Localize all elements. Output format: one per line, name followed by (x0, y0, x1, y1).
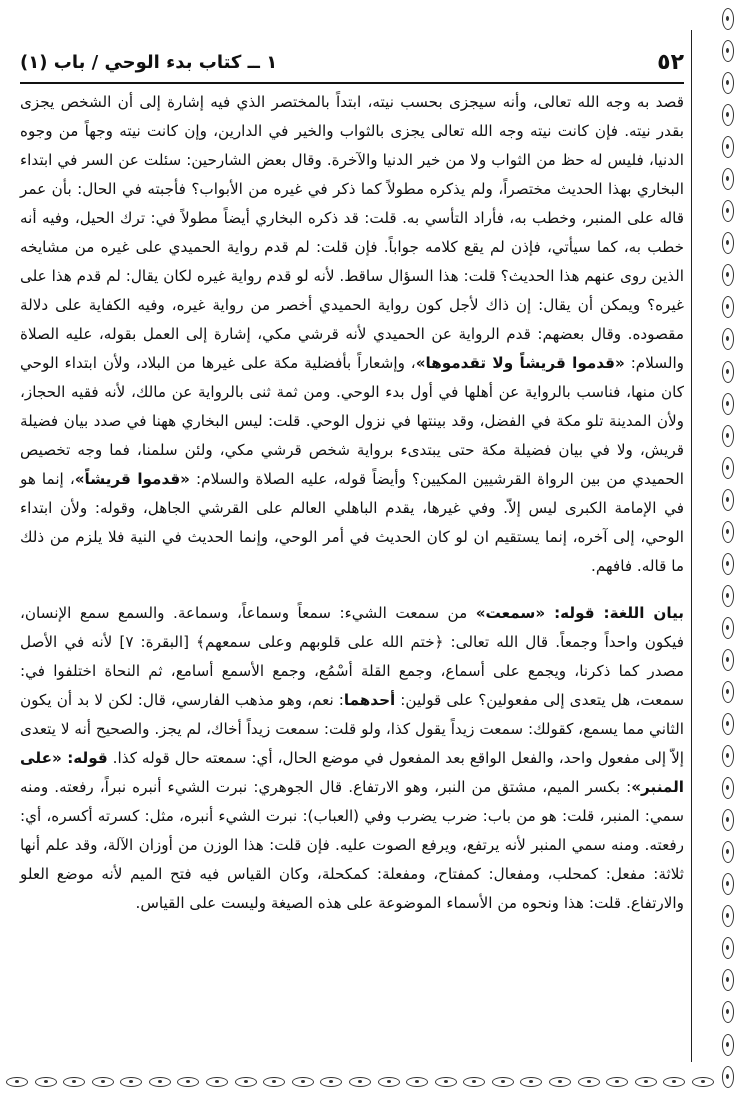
text-run: : بكسر الميم، مشتق من النبر، وهو الارتفاع. قال الجوهري: نبرت الشيء أنبره نبراً، رفعته. ومنه سمي: المنبر، قلت: هو من باب: ضرب يضرب وفي (العباب): نبرت الشيء أنبره، مثل: كسرته أكسره، أي: رفعته. ومنه سمي المنبر لأنه يرتفع، ويرفع الصوت عليه. فإن قلت: هذا الوزن من أوزان الآلة، وقد علم أنها ثلاثة: مفعل: كمحلب، ومفعال: كمفتاح، ومفعلة: كمكحلة، وكان القياس فيه فتح الميم لأنه موضع العلو والارتفاع. قلت: هذا ونحوه من الأسماء الموضوعة على هذه الصيغة وليست على القياس. (20, 778, 684, 912)
text-run: ، إنما هو في الإمامة الكبرى ليس إلاّ. وفي غيرها، يقدم الباهلي العالم على القرشي الجاهل، وقوله: ولأن ابتداء الوحي، إلى آخره، إنما يستقيم ان لو كان الحديث في أمر الوحي، وإنما الحديث في النية فلا يلزم من ذلك ما قاله. فافهم. (20, 470, 684, 575)
ornament-icon (722, 264, 734, 286)
paragraph-gap (20, 581, 684, 599)
ornament-icon (722, 681, 734, 703)
ornament-icon (722, 585, 734, 607)
ornament-icon (549, 1077, 571, 1087)
text-run: ، وإشعاراً بأفضلية مكة على غيرها من البلاد، ولأن ابتداء الوحي كان منها، فناسب بالرواية عن أهلها في أول بدء الوحي. ومن ثمة ثنى بالرواية عن مالك، لأنه فقيه الحجاز، ولأن المدينة تلو مكة في الفضل، وقد بينتها في نزول الوحي. قلت: ليس البخاري ههنا في صدد بيان فضيلة قريش، ولا في بيان فضيلة مكة حتى يبتدىء برواية شخص قرشي مكي، ولئن سلمنا، فما وجه تخصيص الحميدي من بين الرواة القرشيين المكيين؟ وأيضاً قوله، عليه الصلاة والسلام: (20, 354, 684, 488)
term-heading: أحدهما (343, 691, 396, 709)
ornament-icon (263, 1077, 285, 1087)
ornament-icon (292, 1077, 314, 1087)
ornament-icon (663, 1077, 685, 1087)
ornament-icon (722, 1066, 734, 1088)
text-run: من سمعت الشيء: سمعاً وسماعاً، وسماعة. والسمع سمع الإنسان، فيكون واحداً وجمعاً. قال الله تعالى: ﴿ختم الله على قلوبهم وعلى سمعهم﴾ [البقرة: ٧] لأنه في الأصل مصدر كما ذكرنا، ويجمع على أسماع، وجمع القلة أسْمُع، وجمع الأسمع أسامع، ثم النحاة اختلفوا في: سمعت، هل يتعدى إلى مفعولين؟ على قولين: (20, 604, 685, 709)
ornament-icon (722, 40, 734, 62)
ornament-icon (35, 1077, 57, 1087)
ornament-icon (722, 72, 734, 94)
text-run: قصد به وجه الله تعالى، وأنه سيجزى بحسب نيته، ابتداً بالمختصر الذي فيه إشارة إلى أن الشخص يجزى بقدر نيته. فإن كانت نيته وجه الله تعالى يجزى بالثواب والخير في الدارين، وإن كانت نيته وجهاً من وجوه الدنيا، فليس له حظ من الثواب ولا من خير الدنيا والآخرة. وقال بعض الشارحين: سئلت عن السر في ابتداء البخاري بهذا الحديث مختصراً، ولم يذكره مطولاً كما ذكر في غيره من الأبواب؟ فأجبته في الحال: بأن عمر قاله على المنبر، وخطب به، فأراد التأسي به. قلت: قد ذكره البخاري أيضاً مطولاً في: ترك الحيل، وفيه أنه خطب به، كما سيأتي، فإذن لم يقع كلامه جواباً. فإن قلت: لم قدم رواية الحميدي على غيره من مشايخه الذين روى عنهم هذا الحديث؟ قلت: هذا السؤال ساقط. لأنه لو قدم رواية غيره لكان يقال: لم قدم هذا على غيره؟ ويمكن أن يقال: إن ذاك لأجل كون رواية الحميدي أخصر من رواية غيره، وفيه الكفاية على دلالة مقصوده. وقال بعضهم: قدم الرواية عن الحميدي لأنه قرشي مكي، إشارة إلى العمل بقوله، عليه الصلاة والسلام: (20, 93, 684, 372)
ornament-icon (349, 1077, 371, 1087)
ornament-icon (722, 232, 734, 254)
ornament-icon (722, 777, 734, 799)
paragraph (20, 88, 684, 581)
ornament-icon (463, 1077, 485, 1087)
ornament-icon (722, 104, 734, 126)
ornament-icon (722, 745, 734, 767)
ornamental-border-right (706, 8, 750, 1088)
ornament-icon (722, 361, 734, 383)
ornament-icon (722, 136, 734, 158)
frame-line (691, 30, 692, 1062)
ornament-icon (722, 8, 734, 30)
ornament-icon (492, 1077, 514, 1087)
ornament-icon (235, 1077, 257, 1087)
ornament-icon (722, 937, 734, 959)
ornament-icon (722, 168, 734, 190)
ornament-icon (406, 1077, 428, 1087)
ornament-icon (206, 1077, 228, 1087)
ornament-icon (120, 1077, 142, 1087)
ornament-icon (722, 713, 734, 735)
ornament-icon (722, 328, 734, 350)
ornament-icon (722, 425, 734, 447)
ornament-icon (92, 1077, 114, 1087)
page-number: ٥٢ (657, 49, 684, 75)
ornament-icon (578, 1077, 600, 1087)
ornament-icon (635, 1077, 657, 1087)
ornament-icon (722, 617, 734, 639)
ornament-icon (177, 1077, 199, 1087)
ornament-icon (6, 1077, 28, 1087)
ornament-icon (722, 649, 734, 671)
ornament-icon (722, 1034, 734, 1056)
ornament-icon (722, 1001, 734, 1023)
text-run: : نعم، وهو مذهب الفارسي، قال: لكن لا بد أن يكون الثاني مما يسمع، كقولك: سمعت زيداً يقول كذا، ولو قلت: سمعت زيداً أخاك، لم يجز. والصحيح أنه لا يتعدى إلاّ إلى مفعول واحد، والفعل الواقع بعد المفعول في موضع الحال، أي: سمعته حال قوله كذا. (20, 691, 684, 767)
paragraph (20, 599, 684, 918)
ornament-icon (722, 200, 734, 222)
ornament-icon (722, 969, 734, 991)
hadith-quote: «قدموا قريشاً» (74, 470, 190, 488)
ornament-icon (722, 296, 734, 318)
ornament-icon (63, 1077, 85, 1087)
ornament-icon (692, 1077, 714, 1087)
ornament-icon (722, 873, 734, 895)
ornament-icon (320, 1077, 342, 1087)
term-heading: قوله: «على المنبر» (20, 749, 684, 796)
ornament-icon (520, 1077, 542, 1087)
ornamental-border-bottom (6, 1074, 714, 1090)
page-header (20, 42, 684, 84)
ornament-icon (722, 553, 734, 575)
ornament-icon (149, 1077, 171, 1087)
ornament-icon (435, 1077, 457, 1087)
ornament-icon (722, 841, 734, 863)
ornament-icon (722, 489, 734, 511)
ornament-icon (722, 809, 734, 831)
page-body (20, 88, 684, 1056)
ornament-icon (722, 457, 734, 479)
section-heading: بيان اللغة: قوله: «سمعت» (475, 604, 684, 622)
ornament-icon (722, 393, 734, 415)
ornament-icon (378, 1077, 400, 1087)
hadith-quote: «قدموا قريشاً ولا تقدموها» (415, 354, 625, 372)
ornament-icon (606, 1077, 628, 1087)
running-head: ١ ــ كتاب بدء الوحي / باب (١) (20, 51, 278, 73)
ornament-icon (722, 905, 734, 927)
ornament-icon (722, 521, 734, 543)
